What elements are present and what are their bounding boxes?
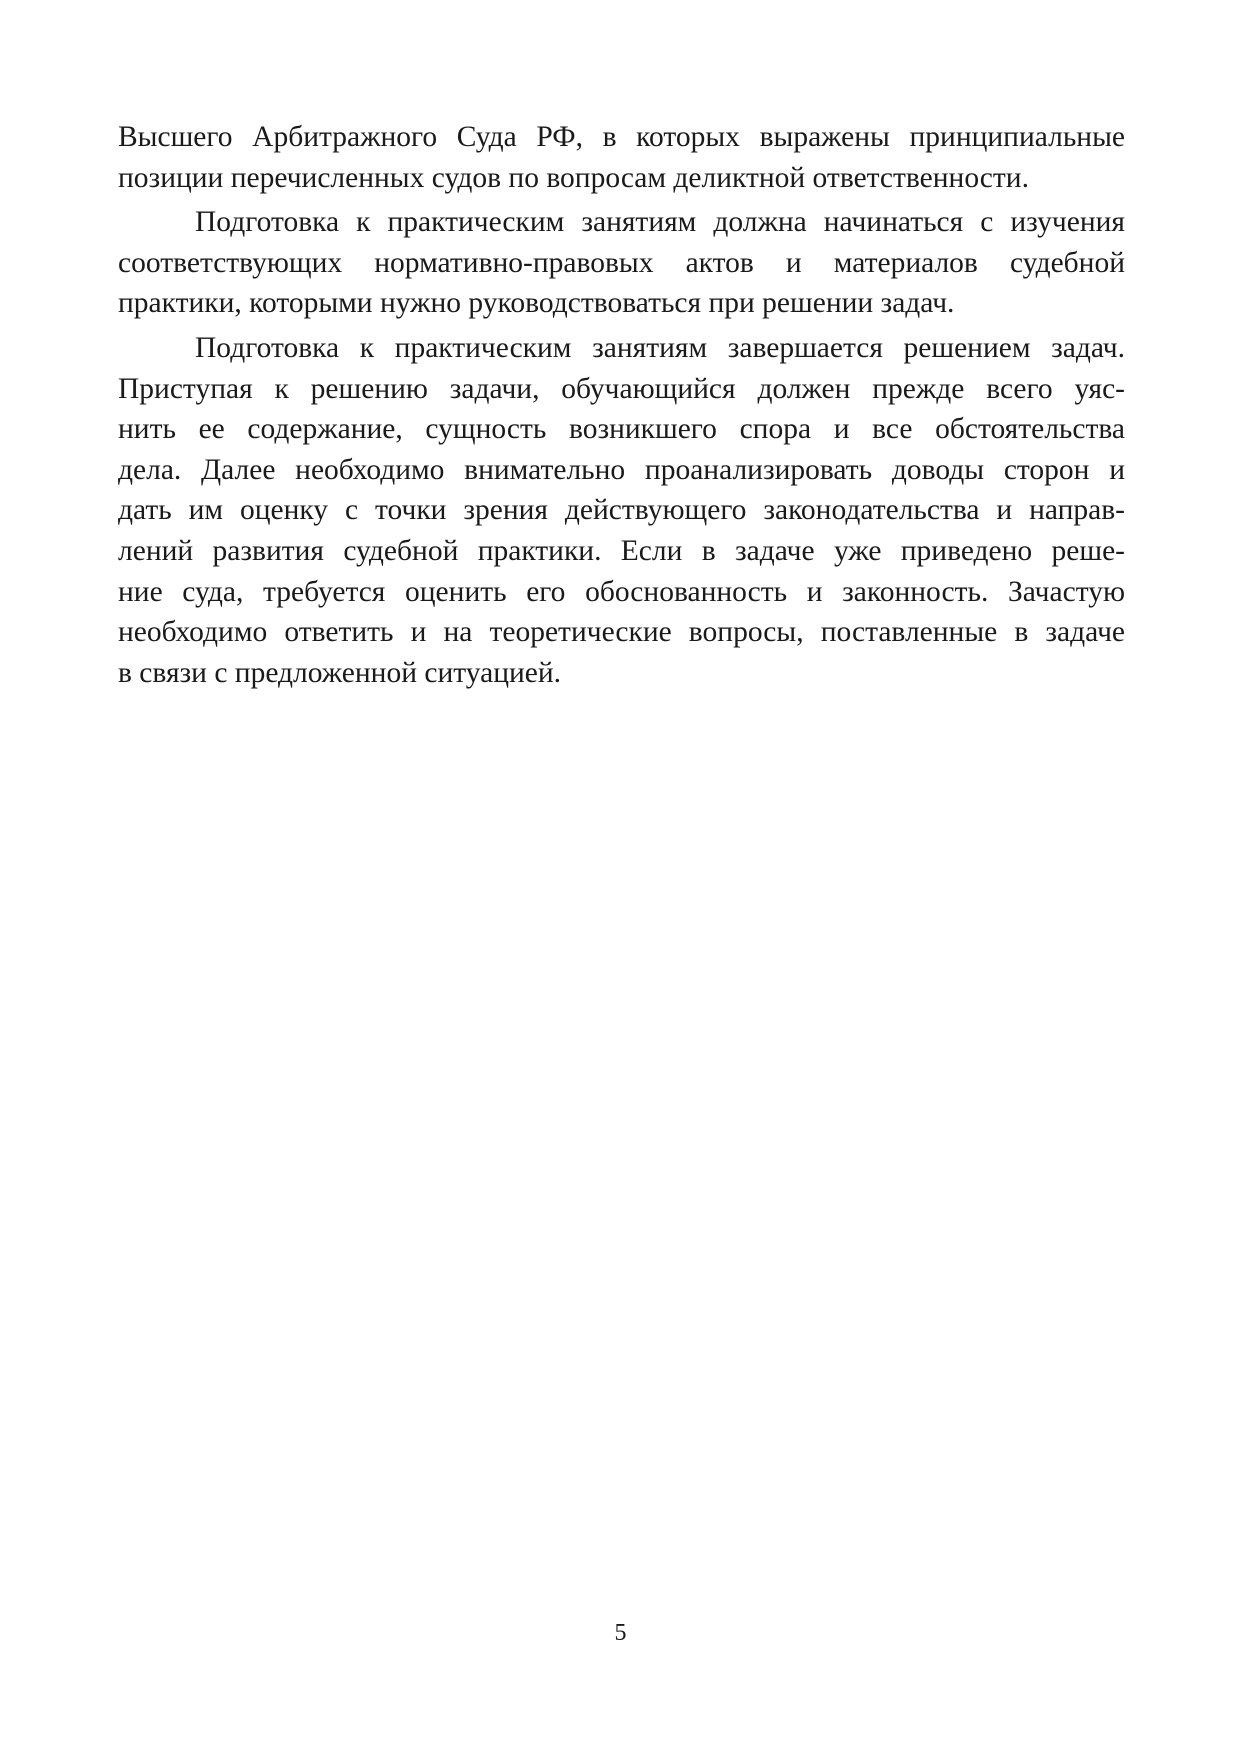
text-line: практики, которыми нужно руководствоваться при решении задач. (118, 287, 955, 320)
body-text (118, 117, 1125, 693)
text-line: соответствующих нормативно-правовых актов и материалов судебной (118, 246, 1125, 279)
text-line: лений развития судебной практики. Если в задаче уже приведено реше- (118, 534, 1125, 567)
text-line: Высшего Арбитражного Суда РФ, в которых выражены принципиальные (118, 121, 1125, 153)
paragraph-2 (118, 202, 1125, 324)
text-line: ние суда, требуется оценить его обоснованность и законность. Зачастую (118, 575, 1125, 608)
text-line: нить ее содержание, сущность возникшего спора и все обстоятельства (118, 413, 1125, 446)
paragraph-3 (118, 328, 1125, 693)
page-number: 5 (614, 1620, 627, 1646)
text-line: Подготовка к практическим занятиям завершается решением задач. (195, 331, 1125, 364)
text-line: позиции перечисленных судов по вопросам деликтной ответственности. (118, 161, 1029, 194)
text-line: Подготовка к практическим занятиям должна начинаться с изучения (195, 206, 1125, 239)
text-line: необходимо ответить и на теоретические вопросы, поставленные в задаче (118, 616, 1125, 649)
text-line: Приступая к решению задачи, обучающийся должен прежде всего уяс- (118, 372, 1125, 405)
text-line: дела. Далее необходимо внимательно проанализировать доводы сторон и (118, 453, 1125, 486)
text-line: в связи с предложенной ситуацией. (118, 656, 562, 689)
text-line: дать им оценку с точки зрения действующего законодательства и направ- (118, 494, 1125, 527)
paragraph-1 (118, 117, 1125, 198)
